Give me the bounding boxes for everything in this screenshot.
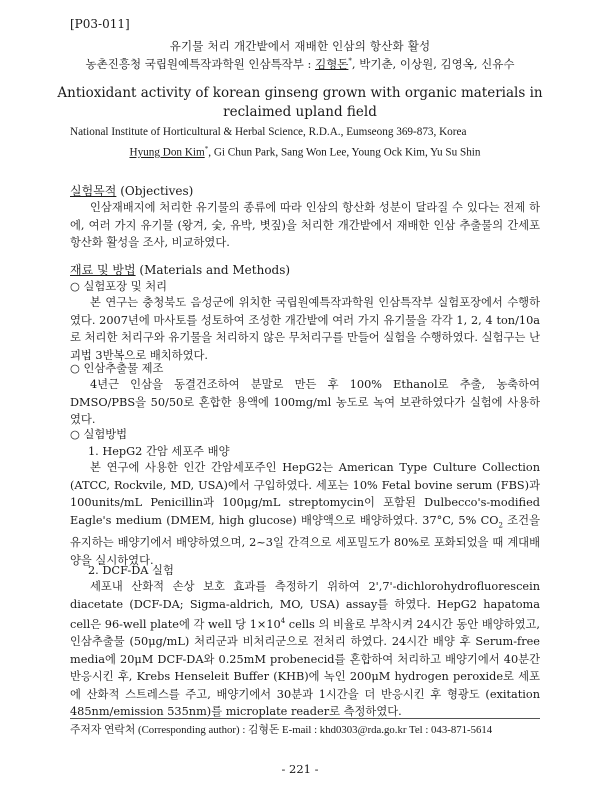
dcf-da-paragraph <box>70 578 540 721</box>
english-title-line-1: Antioxidant activity of korean ginseng grown with organic materials in <box>57 85 543 101</box>
corresponding-author: 주저자 연락처 (Corresponding author) : 김형돈 E-mail : khd0303@rda.go.kr Tel : 043-871-5614 <box>70 724 493 736</box>
dcf-da-text-b: cells 의 비율로 부착시켜 24시간 동안 배양하였고, 인삼추출물 (50μg/mL) 처리군과 비처리군으로 전처리 하였다. 24시간 배양 후 Serum-free media에 20μM DCF-DA와 0.25mM probenecid를 혼합하여 처리하고 배양기에서 40분간 반응시킨 후, Krebs Henseleit Buffer (KHB)에 녹인 200μM hydrogen peroxide로 세포에 산화적 스트레스를 주고, 배양기에서 30분과 1시간을 더 반응시킨 후 형광도 (exitation 485nm/emission 535nm)를 microplate reader로 측정하였다. <box>70 617 540 719</box>
objectives-heading-ko: 실험목적 <box>70 184 117 198</box>
objectives-heading-en: (Objectives) <box>120 184 194 198</box>
extract-paragraph <box>70 376 540 429</box>
cell-density-exponent: 4 <box>280 617 286 625</box>
english-first-author: Hyung Don Kim <box>129 146 205 159</box>
methods-heading-en: (Materials and Methods) <box>139 263 291 277</box>
english-title <box>40 84 560 122</box>
methods-heading <box>70 261 540 278</box>
korean-title: 유기물 처리 개간밭에서 재배한 인삼의 항산화 활성 <box>169 39 431 53</box>
korean-authors <box>40 56 560 72</box>
item-extract-preparation: ○ 인삼추출물 제조 <box>70 362 164 375</box>
methods-heading-ko: 재료 및 방법 <box>70 263 136 277</box>
dcf-da-text <box>70 578 540 721</box>
subsection-hepg2: 1. HepG2 간암 세포주 배양 <box>88 445 230 458</box>
english-affiliation: National Institute of Horticultural & Herbal Science, R.D.A., Eumseong 369-873, Korea <box>70 126 467 138</box>
field-plot-text: 본 연구는 충청북도 음성군에 위치한 국립원예특작과학원 인삼특작부 실험포장에서 수행하였다. 2007년에 마사토를 성토하여 조성한 개간밭에 여러 가지 유기물을 각각 1, 2, 4 ton/10a로 처리한 처리구와 유기물을 처리하지 않은 무처리구를 만들어 실험을 수행하였다. 실험구는 난괴법 3반복으로 배치하였다. <box>70 296 540 362</box>
english-title-line-2: reclaimed upland field <box>223 104 377 120</box>
item-field-plot: ○ 실험포장 및 처리 <box>70 280 168 293</box>
objectives-paragraph <box>70 199 540 252</box>
korean-first-author: 김형돈 <box>315 57 349 71</box>
english-affiliation-block <box>70 124 540 162</box>
hepg2-paragraph <box>70 459 540 569</box>
objectives-text: 인삼재배지에 처리한 유기물의 종류에 따라 인삼의 항산화 성분이 달라질 수 있다는 전제 하에, 여러 가지 유기물 (왕겨, 숯, 유박, 볏짚)을 처리한 개간밭에서 재배한 인삼 추출물의 간세포 항산화 활성을 조사, 비교하였다. <box>70 201 540 249</box>
english-authors <box>70 141 540 162</box>
extract-text: 4년근 인삼을 동결건조하여 분말로 만든 후 100% Ethanol로 추출, 농축하여 DMSO/PBS을 50/50로 혼합한 용액에 100mg/ml 농도로 녹여 보관하였다가 실험에 사용하였다. <box>70 378 540 426</box>
footer-divider <box>70 718 540 719</box>
dcf-da-text-a: 세포내 산화적 손상 보호 효과를 측정하기 위하여 2',7'-dichlorohydrofluorescein diacetate (DCF-DA; Sigma-aldrich, MO, USA) assay를 하였다. HepG2 hapatoma cell은 96-well plate에 각 well 당 1×10 <box>70 580 540 631</box>
co2-subscript: 2 <box>498 520 503 529</box>
hepg2-text-a: 본 연구에 사용한 인간 간암세포주인 HepG2는 American Type Culture Collection (ATCC, Rockvile, MD, USA)에서 구입하였다. 세포는 10% Fetal bovine serum (FBS)과 100units/mL Penicillin과 100μg/mL streptomycin이 포함된 Dulbecco's-modified Eagle's medium (DMEM, high glucose) 배양액으로 배양하였다. 37°C, 5% CO <box>70 461 540 527</box>
hepg2-text <box>70 459 540 569</box>
english-coauthors: , Gi Chun Park, Sang Won Lee, Young Ock Kim, Yu Su Shin <box>208 146 481 159</box>
item-methods: ○ 실험방법 <box>70 428 128 441</box>
korean-first-author-mark: * <box>348 57 352 66</box>
page-number: - 221 - <box>281 762 319 776</box>
field-plot-paragraph <box>70 294 540 364</box>
abstract-code: [P03-011] <box>70 17 130 31</box>
hepg2-text-b: 조건을 유지하는 배양기에서 배양하였으며, 2~3일 간격으로 세포밀도가 80%로 포화되었을 때 계대배양을 실시하였다. <box>70 513 540 567</box>
english-first-author-mark: * <box>204 145 209 153</box>
objectives-heading <box>70 182 540 199</box>
korean-affiliation: 농촌진흥청 국립원예특작과학원 인삼특작부 : <box>85 57 316 71</box>
subsection-dcf-da: 2. DCF-DA 실험 <box>88 564 174 577</box>
korean-coauthors: , 박기춘, 이상원, 김영옥, 신유수 <box>351 57 515 71</box>
